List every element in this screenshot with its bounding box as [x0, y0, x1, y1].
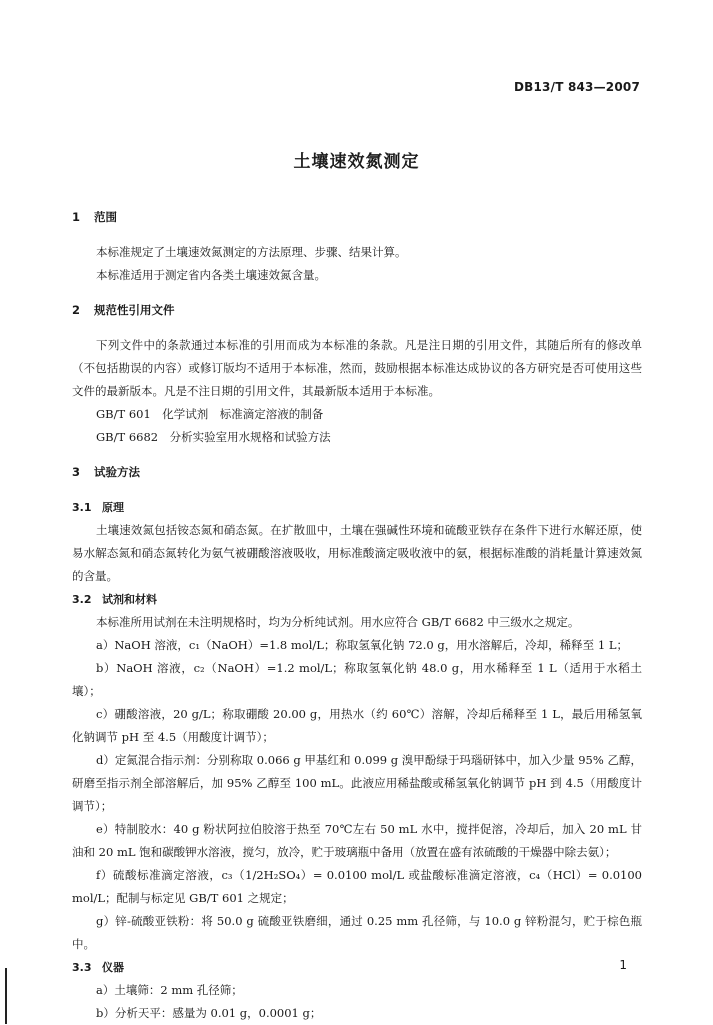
subsection-3-3-heading [72, 956, 642, 979]
subsection-3-2-heading [72, 588, 642, 611]
instrument-item: b）分析天平：感量为 0.01 g，0.0001 g； [96, 1006, 322, 1020]
section-number: 3 [72, 465, 81, 479]
reagent-item: b）NaOH 溶液，c₂（NaOH）=1.2 mol/L；称取氢氧化钠 48.0 g，用水稀释至 1 L（适用于水稻土壤）； [72, 661, 642, 698]
reference-item: GB/T 601 化学试剂 标准滴定溶液的制备 [96, 407, 324, 421]
scan-edge-mark [5, 968, 7, 1024]
section-2-heading [72, 299, 642, 322]
subsection-number: 3.2 [72, 593, 92, 606]
section-title: 规范性引用文件 [94, 303, 175, 317]
principle-paragraph: 土壤速效氮包括铵态氮和硝态氮。在扩散皿中，土壤在强碱性环境和硫酸亚铁存在条件下进行水解还原，使易水解态氮和硝态氮转化为氨气被硼酸溶液吸收，用标准酸滴定吸收液中的氨，根据标准酸的消耗量计算速效氮的含量。 [72, 523, 642, 583]
instrument-item: a）土壤筛：2 mm 孔径筛； [96, 983, 243, 997]
page-number: 1 [619, 958, 627, 972]
reagent-item: f）硫酸标准滴定溶液，c₃（1/2H₂SO₄）= 0.0100 mol/L 或盐酸标准滴定溶液，c₄（HCl）= 0.0100 mol/L；配制与标定见 GB/T 601 之规定； [72, 868, 642, 905]
normative-references-paragraph: 下列文件中的条款通过本标准的引用而成为本标准的条款。凡是注日期的引用文件，其随后所有的修改单（不包括勘误的内容）或修订版均不适用于本标准，然而，鼓励根据本标准达成协议的各方研究是否可使用这些文件的最新版本。凡是不注日期的引用文件，其最新版本适用于本标准。 [72, 338, 642, 398]
subsection-number: 3.1 [72, 501, 92, 514]
reagent-item: g）锌-硫酸亚铁粉：将 50.0 g 硫酸亚铁磨细，通过 0.25 mm 孔径筛，与 10.0 g 锌粉混匀，贮于棕色瓶中。 [72, 914, 642, 951]
standard-code: DB13/T 843—2007 [514, 80, 640, 94]
reagent-item: c）硼酸溶液，20 g/L；称取硼酸 20.00 g，用热水（约 60℃）溶解，冷却后稀释至 1 L，最后用稀氢氧化钠调节 pH 至 4.5（用酸度计调节）； [72, 707, 642, 744]
reference-item: GB/T 6682 分析实验室用水规格和试验方法 [96, 430, 331, 444]
section-title: 范围 [94, 210, 117, 224]
section-3-heading [72, 461, 642, 484]
section-title: 试验方法 [94, 465, 140, 479]
section-number: 1 [72, 210, 81, 224]
reagent-item: a）NaOH 溶液，c₁（NaOH）=1.8 mol/L；称取氢氧化钠 72.0 g，用水溶解后，冷却，稀释至 1 L； [96, 638, 628, 652]
section-number: 2 [72, 303, 81, 317]
subsection-number: 3.3 [72, 961, 92, 974]
subsection-title: 试剂和材料 [102, 593, 157, 606]
scope-paragraph: 本标准适用于测定省内各类土壤速效氮含量。 [96, 268, 326, 282]
reagent-item: d）定氮混合指示剂：分别称取 0.066 g 甲基红和 0.099 g 溴甲酚绿于玛瑙研钵中，加入少量 95% 乙醇，研磨至指示剂全部溶解后，加 95% 乙醇至 100 mL。此液应用稀盐酸或稀氢氧化钠调节 pH 到 4.5（用酸度计调节）； [72, 753, 642, 813]
section-1-heading [72, 206, 642, 229]
reagents-intro: 本标准所用试剂在未注明规格时，均为分析纯试剂。用水应符合 GB/T 6682 中三级水之规定。 [96, 615, 580, 629]
subsection-title: 仪器 [102, 961, 124, 974]
document-title: 土壤速效氮测定 [293, 152, 420, 172]
subsection-3-1-heading [72, 496, 642, 519]
subsection-title: 原理 [102, 501, 124, 514]
document-body [72, 206, 642, 1025]
scope-paragraph: 本标准规定了土壤速效氮测定的方法原理、步骤、结果计算。 [96, 245, 407, 259]
reagent-item: e）特制胶水：40 g 粉状阿拉伯胶溶于热至 70℃左右 50 mL 水中，搅拌促溶，冷却后，加入 20 mL 甘油和 20 mL 饱和碳酸钾水溶液，搅匀，放冷，贮于玻璃瓶中备用（放置在盛有浓硫酸的干燥器中除去氨）； [72, 822, 642, 859]
